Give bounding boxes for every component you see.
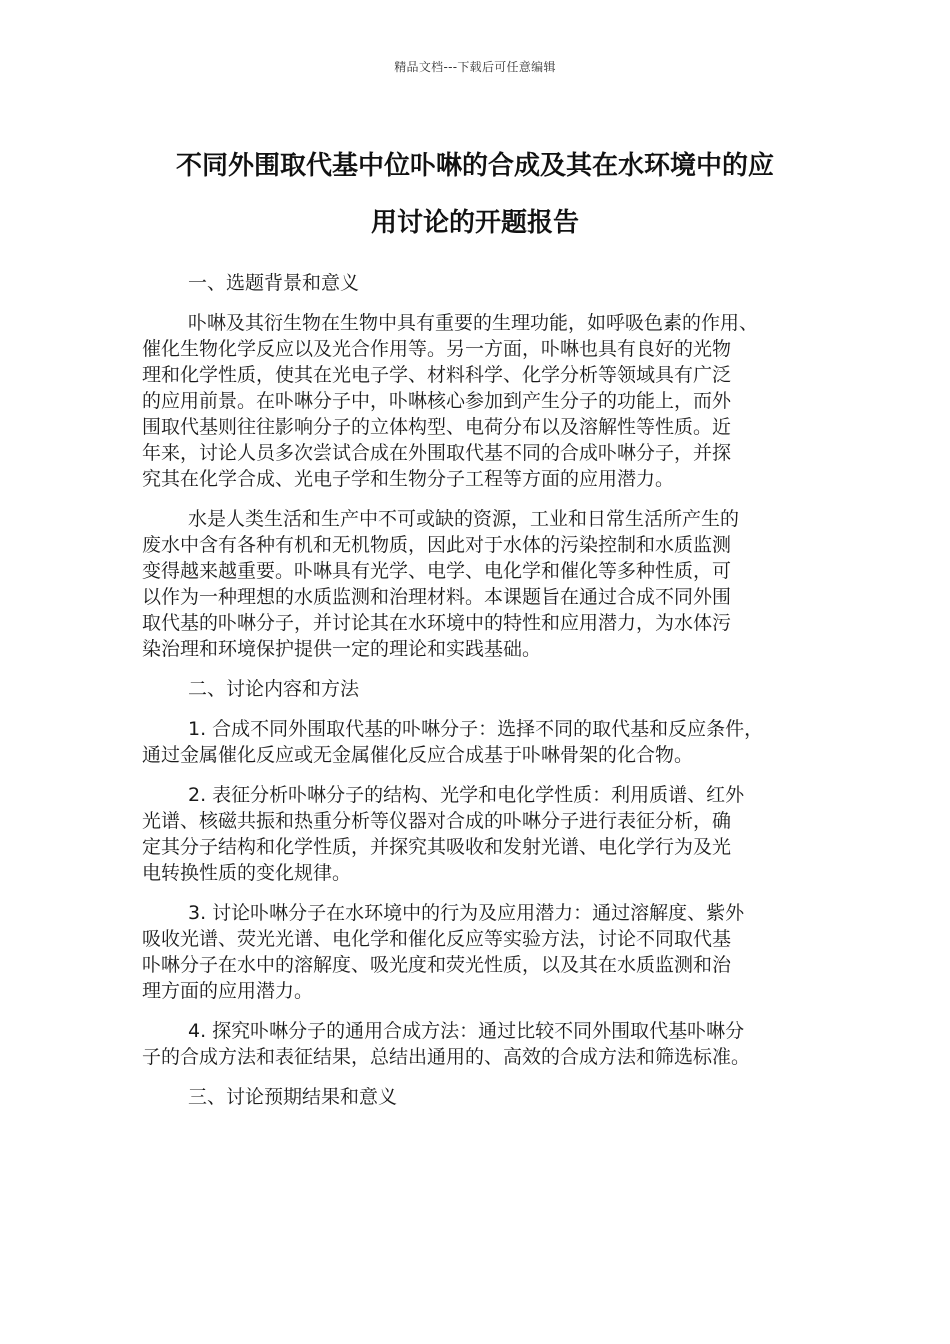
paragraph-line: 的应用前景。在卟啉分子中，卟啉核心参加到产生分子的功能上，而外 bbox=[142, 390, 732, 412]
document-title bbox=[120, 138, 830, 252]
paragraph-background-2 bbox=[142, 506, 810, 662]
heading-text: 三、讨论预期结果和意义 bbox=[188, 1086, 398, 1108]
paragraph-line: 电转换性质的变化规律。 bbox=[142, 862, 352, 884]
method-item-4 bbox=[142, 1018, 810, 1070]
paragraph-line: 定其分子结构和化学性质，并探究其吸收和发射光谱、电化学行为及光 bbox=[142, 836, 732, 858]
document-body bbox=[142, 270, 810, 1124]
paragraph-line: 光谱、核磁共振和热重分析等仪器对合成的卟啉分子进行表征分析，确 bbox=[142, 810, 732, 832]
paragraph-line: 吸收光谱、荧光光谱、电化学和催化反应等实验方法，讨论不同取代基 bbox=[142, 928, 732, 950]
paragraph-line: 卟啉及其衍生物在生物中具有重要的生理功能，如呼吸色素的作用、 bbox=[188, 312, 759, 334]
paragraph-line: 卟啉分子在水中的溶解度、吸光度和荧光性质，以及其在水质监测和治 bbox=[142, 954, 732, 976]
paragraph-line: 究其在化学合成、光电子学和生物分子工程等方面的应用潜力。 bbox=[142, 468, 675, 490]
paragraph-line: 以作为一种理想的水质监测和治理材料。本课题旨在通过合成不同外围 bbox=[142, 586, 732, 608]
paragraph-line: 取代基的卟啉分子，并讨论其在水环境中的特性和应用潜力，为水体污 bbox=[142, 612, 732, 634]
method-item-3 bbox=[142, 900, 810, 1004]
paragraph-line: 3. 讨论卟啉分子在水环境中的行为及应用潜力：通过溶解度、紫外 bbox=[188, 902, 745, 924]
paragraph-line: 理和化学性质，使其在光电子学、材料科学、化学分析等领域具有广泛 bbox=[142, 364, 732, 386]
paragraph-line: 2. 表征分析卟啉分子的结构、光学和电化学性质：利用质谱、红外 bbox=[188, 784, 745, 806]
page-header: 精品文档---下载后可任意编辑 bbox=[394, 60, 556, 74]
paragraph-line: 1. 合成不同外围取代基的卟啉分子：选择不同的取代基和反应条件， bbox=[188, 718, 764, 740]
paragraph-line: 废水中含有各种有机和无机物质，因此对于水体的污染控制和水质监测 bbox=[142, 534, 732, 556]
paragraph-line: 水是人类生活和生产中不可或缺的资源，工业和日常生活所产生的 bbox=[188, 508, 740, 530]
paragraph-line: 理方面的应用潜力。 bbox=[142, 980, 314, 1002]
paragraph-background-1 bbox=[142, 310, 810, 492]
section-heading-expected-results bbox=[142, 1084, 810, 1110]
paragraph-line: 年来，讨论人员多次尝试合成在外围取代基不同的合成卟啉分子，并探 bbox=[142, 442, 732, 464]
paragraph-line: 4. 探究卟啉分子的通用合成方法：通过比较不同外围取代基卟啉分 bbox=[188, 1020, 745, 1042]
paragraph-line: 通过金属催化反应或无金属催化反应合成基于卟啉骨架的化合物。 bbox=[142, 744, 694, 766]
heading-text: 一、选题背景和意义 bbox=[188, 272, 360, 294]
heading-text: 二、讨论内容和方法 bbox=[188, 678, 360, 700]
paragraph-line: 催化生物化学反应以及光合作用等。另一方面，卟啉也具有良好的光物 bbox=[142, 338, 732, 360]
paragraph-line: 围取代基则往往影响分子的立体构型、电荷分布以及溶解性等性质。近 bbox=[142, 416, 732, 438]
paragraph-line: 子的合成方法和表征结果，总结出通用的、高效的合成方法和筛选标准。 bbox=[142, 1046, 751, 1068]
method-item-2 bbox=[142, 782, 810, 886]
method-item-1 bbox=[142, 716, 810, 768]
paragraph-line: 染治理和环境保护提供一定的理论和实践基础。 bbox=[142, 638, 542, 660]
paragraph-line: 变得越来越重要。卟啉具有光学、电学、电化学和催化等多种性质，可 bbox=[142, 560, 732, 582]
title-line-1: 不同外围取代基中位卟啉的合成及其在水环境中的应 bbox=[175, 151, 774, 181]
title-line-2: 用讨论的开题报告 bbox=[370, 208, 579, 238]
section-heading-methods bbox=[142, 676, 810, 702]
section-heading-background bbox=[142, 270, 810, 296]
